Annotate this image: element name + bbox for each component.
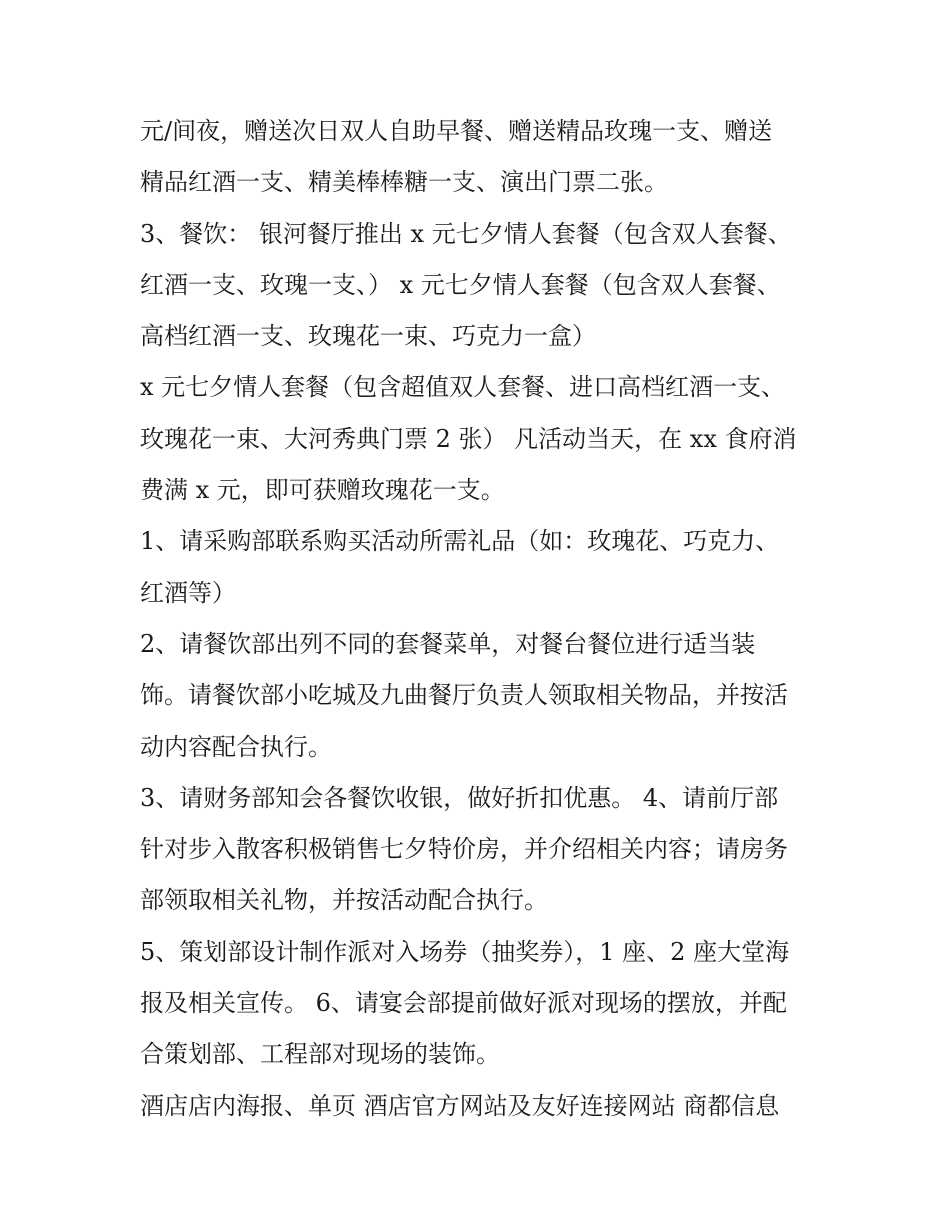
text-line-1: 元/间夜，赠送次日双人自助早餐、赠送精品玫瑰一支、赠送: [140, 117, 773, 145]
text-line-4: 红酒一支、玫瑰一支、） x 元七夕情人套餐（包含双人套餐、: [140, 270, 781, 299]
text-line-8: 费满 x 元，即可获赠玫瑰花一支。: [140, 476, 505, 505]
text-line-19: 合策划部、工程部对现场的装饰。: [140, 1040, 500, 1069]
text-line-5: 高档红酒一支、玫瑰花一束、巧克力一盒）: [140, 322, 596, 351]
text-line-14: 3、请财务部知会各餐饮收银，做好折扣优惠。 4、请前厅部: [140, 783, 779, 812]
text-line-13: 动内容配合执行。: [140, 732, 332, 761]
text-line-2: 精品红酒一支、精美棒棒糖一支、演出门票二张。: [140, 168, 668, 197]
text-line-12: 饰。请餐饮部小吃城及九曲餐厅负责人领取相关物品，并按活: [140, 681, 788, 710]
text-line-10: 红酒等）: [140, 578, 236, 607]
text-line-3: 3、餐饮： 银河餐厅推出 x 元七夕情人套餐（包含双人套餐、: [140, 219, 792, 248]
text-line-9: 1、请采购部联系购买活动所需礼品（如：玫瑰花、巧克力、: [140, 527, 780, 556]
text-line-20: 酒店店内海报、单页 酒店官方网站及友好连接网站 商都信息: [140, 1091, 780, 1120]
text-line-6: x 元七夕情人套餐（包含超值双人套餐、进口高档红酒一支、: [140, 373, 786, 402]
text-line-17: 5、策划部设计制作派对入场券（抽奖券），1 座、2 座大堂海: [140, 937, 790, 966]
text-line-18: 报及相关宣传。 6、请宴会部提前做好派对现场的摆放，并配: [140, 989, 787, 1018]
text-line-15: 针对步入散客积极销售七夕特价房，并介绍相关内容；请房务: [140, 835, 788, 864]
text-line-7: 玫瑰花一束、大河秀典门票 2 张） 凡活动当天，在 xx 食府消: [140, 424, 797, 453]
text-line-16: 部领取相关礼物，并按活动配合执行。: [140, 886, 548, 915]
text-line-11: 2、请餐饮部出列不同的套餐菜单，对餐台餐位进行适当装: [140, 629, 756, 658]
document-body: [140, 106, 830, 1132]
